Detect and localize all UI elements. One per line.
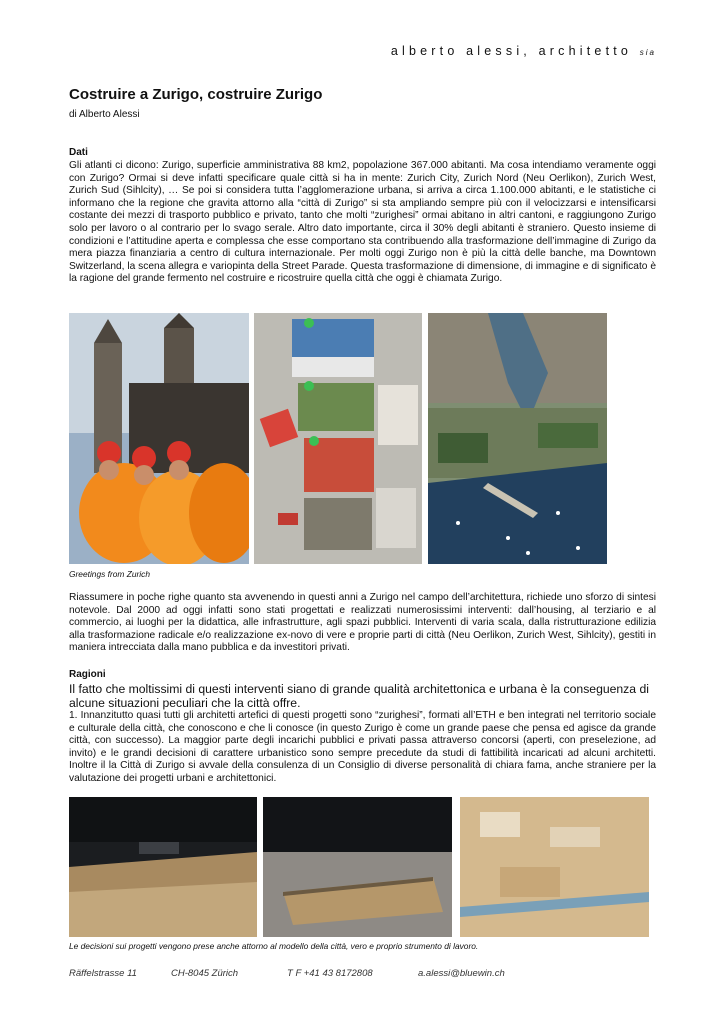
footer-address: Räffelstrasse 11: [69, 968, 137, 979]
footer-phone: T F +41 43 8172808: [287, 968, 373, 979]
dati-heading: Dati: [69, 147, 88, 158]
brand-name: alberto alessi, architetto: [390, 44, 633, 58]
dati-paragraph: Gli atlanti ci dicono: Zurigo, superficie amministrativa 88 km2, popolazione 367.000 abitanti. Ma cosa intendiamo veramente oggi con Zurigo? Ormai si deve infatti specificare quale città si ha in mente: Zurich City, Zurich Nord (Neu Oerlikon), Zurich West, Zurich Sud (Sihlcity), … Se poi si considera tutta l’agglomerazione urbana, si arriva a circa 1.100.000 abitanti, e le statistiche ci informano che la regione che gravita attorno alla “città di Zurigo” si sta ampliando sempre più con il velocizzarsi e intensificarsi costante dei mezzi di trasporto pubblico e privato, tanto che molti “zurighesi” ormai abitano in altri cantoni, e raggiungono Zurigo solo per lavoro o al contrario per lo svago serale. Altro dato importante, circa il 30% degli abitanti è straniero. Questo insieme di condizioni e l’attitudine aperta e complessa che esse comportano sta contribuendo alla trasformazione dell’immagine di Zurigo da mera piazza finanziaria a centro di cultura internazionale. Per molti oggi Zurigo non è più la città delle banche, ma Downtown Switzerland, la scena allegra e variopinta della Street Parade. Questa trasformazione di dimensione, di immagine e di significato è la ragione del grande fermento nel costruire e ricostruire quella città che oggi è chiamata Zurigo.: [69, 160, 656, 285]
brand-suffix: sia: [639, 48, 656, 57]
photo-city-model-2: [263, 797, 452, 937]
photo-city-model-1: [69, 797, 257, 937]
article-title: Costruire a Zurigo, costruire Zurigo: [69, 86, 323, 103]
ragioni-lead: Il fatto che moltissimi di questi interventi siano di grande qualità architettonica e urbana è la conseguenza di alcune situazioni peculiari che la città offre.: [69, 682, 649, 710]
photo-city-model-3: [460, 797, 649, 937]
summary-paragraph: Riassumere in poche righe quanto sta avvenendo in questi anni a Zurigo nel campo dell’architettura, richiede uno sforzo di sintesi notevole. Dal 2000 ad oggi infatti sono stati progettati e realizzati numerosissimi interventi: dall’housing, al terziario e al commercio, ai luoghi per la didattica, alle infrastrutture, agli spazi pubblici. Interventi di varia scala, dalla ristrutturazione edilizia alla trasformazione radicale e/o realizzazione ex-novo di vere e proprie parti di città (Neu Oerlikon, Zurich West, Sihlcity), gestiti in maniera intrecciata dalla mano pubblica e da investitori privati.: [69, 592, 656, 654]
header-brand: [391, 44, 656, 58]
photo-postcards: [254, 313, 422, 564]
article-author: di Alberto Alessi: [69, 109, 140, 120]
ragioni-heading: Ragioni: [69, 669, 106, 680]
photo-street-parade: [69, 313, 249, 564]
footer-email[interactable]: a.alessi@bluewin.ch: [418, 968, 505, 979]
ragioni-paragraph: 1. Innanzitutto quasi tutti gli architetti artefici di questi progetti sono “zurighesi”, formati all’ETH e ben integrati nel territorio sociale e culturale della città, che conoscono e che li conosce (in questo Zurigo è come un grande paese che pensa ed agisce da grande città, con successo). La maggior parte degli incarichi pubblici e privati passa attraverso concorsi (aperti, con preselezione, ad invito) e le grandi decisioni di carattere urbanistico sono sempre precedute da studi di fattibilità incaricati ad alcuni architetti. Inoltre il la Città di Zurigo si avvale della consulenza di un Consiglio di diverse personalità di chiara fama, anche straniere per la valutazione dei progetti urbani e architettonici.: [69, 710, 656, 784]
caption-city-model: Le decisioni sui progetti vengono prese anche attorno al modello della città, vero e proprio strumento di lavoro.: [69, 941, 479, 951]
footer-city: CH-8045 Zürich: [171, 968, 239, 979]
photo-aerial-zurich: [428, 313, 607, 564]
caption-greetings: Greetings from Zurich: [69, 569, 150, 579]
